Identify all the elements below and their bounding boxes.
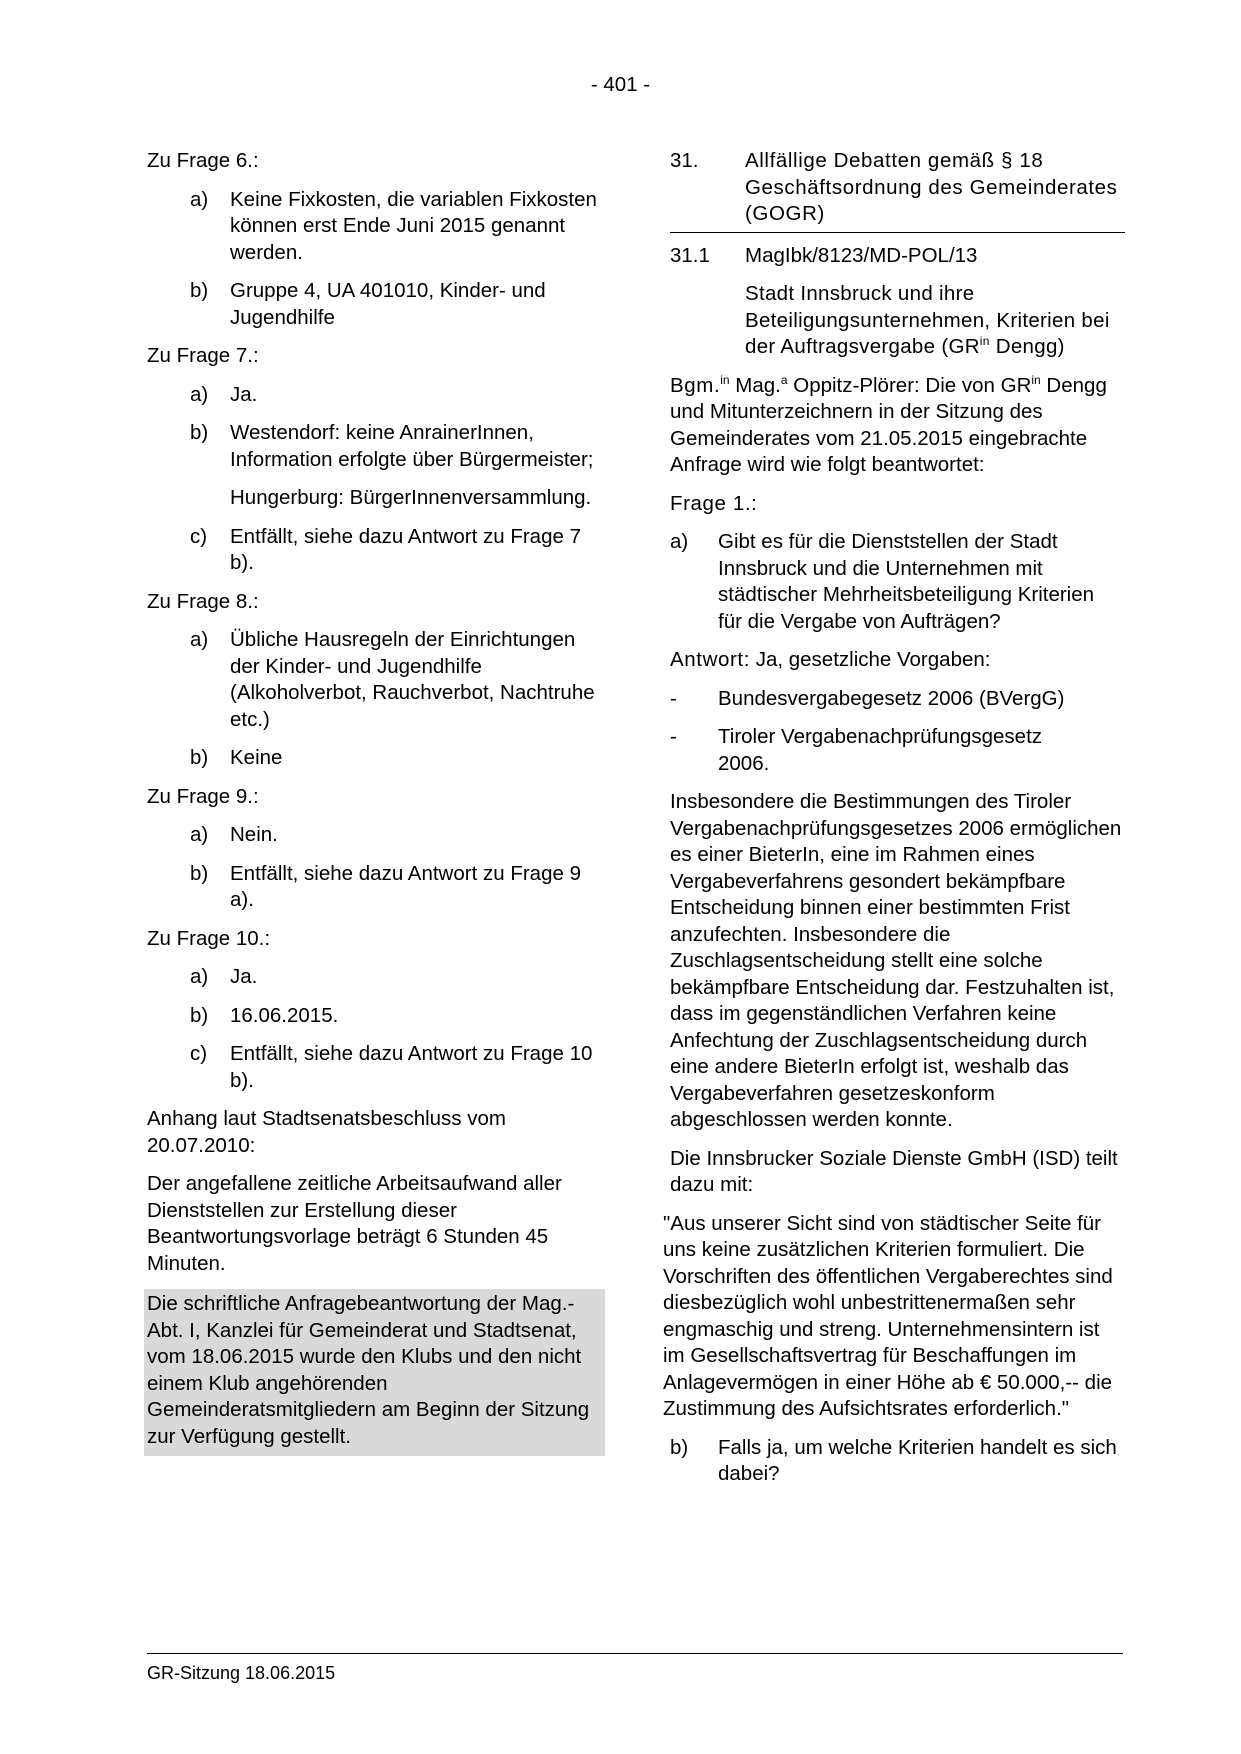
list-item <box>147 382 602 409</box>
item-label: a) <box>190 628 209 651</box>
list-item <box>147 627 602 733</box>
question-8-heading: Zu Frage 8.: <box>147 589 259 613</box>
list-item <box>670 686 1122 713</box>
item-label: a) <box>190 965 209 988</box>
item-label: a) <box>190 187 209 211</box>
item-label: b) <box>670 1435 689 1459</box>
item-label: a) <box>190 382 209 406</box>
antwort-line: Antwort: Ja, gesetzliche Vorgaben: <box>670 648 991 671</box>
item-label: a) <box>670 530 689 553</box>
dash-bullet: - <box>670 725 677 748</box>
agenda-number: 31. <box>670 149 699 172</box>
item-text: Entfällt, siehe dazu Antwort zu Frage 10 b). <box>230 1042 593 1092</box>
item-text: Übliche Hausregeln der Einrichtungen der Kinder- und Jugendhilfe (Alkoholverbot, Rauchverbot, Nachtruhe etc.) <box>230 628 595 731</box>
list-item <box>147 822 602 849</box>
list-item <box>670 1435 1122 1488</box>
item-text: Keine <box>230 746 283 769</box>
item-text: Entfällt, siehe dazu Antwort zu Frage 7 b). <box>230 524 581 574</box>
subitem-heading <box>670 243 1122 270</box>
item-text: Falls ja, um welche Kriterien handelt es sich dabei? <box>718 1435 1117 1485</box>
item-text: Ja. <box>230 382 258 406</box>
item-label: b) <box>190 279 209 302</box>
isd-paragraph: Die Innsbrucker Soziale Dienste GmbH (ISD) teilt dazu mit: <box>670 1146 1118 1196</box>
anhang-paragraph: Anhang laut Stadtsenatsbeschluss vom 20.07.2010: <box>147 1107 506 1157</box>
dash-bullet: - <box>670 686 677 710</box>
item-label: c) <box>190 1042 208 1065</box>
item-label: b) <box>190 746 209 769</box>
list-item <box>147 420 602 473</box>
subitem-number: 31.1 <box>670 243 710 267</box>
item-text: Ja. <box>230 965 258 988</box>
divider <box>670 232 1125 233</box>
quote-paragraph: "Aus unserer Sicht sind von städtischer Seite für uns keine zusätzlichen Kriterien formuliert. Die Vorschriften des öffentlichen Vergaberechtes sind diesbezüglich wohl unbestrittenermaßen sehr engmaschig und streng. Unternehmensintern ist im Gesellschaftsvertrag für Beschaffungen im Anlagevermögen in einer Höhe ab € 50.000,-- die Zustimmung des Aufsichtsrates erforderlich." <box>663 1211 1113 1420</box>
agenda-heading <box>670 148 1122 228</box>
item-label: b) <box>190 1003 209 1027</box>
item-text: Gibt es für die Dienststellen der Stadt Innsbruck und die Unternehmen mit städtischer Mehrheitsbeteiligung Kriterien für die Vergabe von Aufträgen? <box>718 530 1095 633</box>
list-item <box>147 1041 602 1094</box>
item-text: Entfällt, siehe dazu Antwort zu Frage 9 a). <box>230 861 581 911</box>
aufwand-paragraph: Der angefallene zeitliche Arbeitsaufwand aller Dienststellen zur Erstellung dieser Beantwortungsvorlage beträgt 6 Stunden 45 Minuten. <box>147 1172 562 1275</box>
list-item <box>670 724 1122 777</box>
question-7-heading: Zu Frage 7.: <box>147 344 259 367</box>
highlighted-note: Die schriftliche Anfragebeantwortung der Mag.-Abt. I, Kanzlei für Gemeinderat und Stadtsenat, vom 18.06.2015 wurde den Klubs und den nicht einem Klub angehörenden Gemeinderatsmitgliedern am Beginn der Sitzung zur Verfügung gestellt. <box>144 1289 605 1456</box>
item-text: Bundesvergabegesetz 2006 (BVergG) <box>718 686 1065 710</box>
list-item <box>147 964 602 991</box>
item-label: a) <box>190 823 209 846</box>
list-item <box>147 1003 602 1030</box>
frage-1-heading: Frage 1.: <box>670 491 758 515</box>
agenda-title: Allfällige Debatten gemäß § 18 Geschäftsordnung des Gemeinderates (GOGR) <box>745 149 1118 225</box>
list-item <box>147 745 602 772</box>
insbesondere-paragraph: Insbesondere die Bestimmungen des Tiroler Vergabenachprüfungsgesetzes 2006 ermöglichen es einer BieterIn, eine im Rahmen eines Vergabeverfahrens gesondert bekämpfbare Entscheidung binnen einer bestimmten Frist anzufechten. Insbesondere die Zuschlagsentscheidung stellt eine solche bekämpfbare Entscheidung dar. Festzuhalten ist, dass im gegenständlichen Verfahren keine Anfechtung der Zuschlagsentscheidung durch eine andere BieterIn erfolgt ist, weshalb das Vergabeverfahren gesetzeskonform abgeschlossen werden konnte. <box>670 790 1122 1131</box>
intro-paragraph: Bgm.$^{in}$ Mag.$^a$ Oppitz-Plörer: Die von $GR^{in}$ Dengg und Mitunterzeichnern in der Sitzung des Gemeinderates vom 21.05.2015 eingebrachte Anfrage wird wie folgt beantwortet: <box>670 372 1107 476</box>
footer-divider <box>147 1653 1123 1654</box>
list-item <box>147 524 602 577</box>
item-label: b) <box>190 861 209 885</box>
item-continuation: Hungerburg: BürgerInnenversammlung. <box>230 486 592 509</box>
right-column <box>663 148 1122 1500</box>
item-text: Gruppe 4, UA 401010, Kinder- und Jugendhilfe <box>230 279 546 329</box>
item-text: 16.06.2015. <box>230 1003 339 1027</box>
item-text: Keine Fixkosten, die variablen Fixkosten können erst Ende Juni 2015 genannt werden. <box>230 187 597 264</box>
footer-text: GR-Sitzung 18.06.2015 <box>147 1663 336 1683</box>
list-item <box>147 861 602 914</box>
left-column <box>147 148 602 1456</box>
item-label: c) <box>190 524 208 548</box>
item-text: Tiroler Vergabenachprüfungsgesetz 2006. <box>718 725 1043 775</box>
question-6-heading: Zu Frage 6.: <box>147 149 259 172</box>
list-item <box>147 187 602 267</box>
question-10-heading: Zu Frage 10.: <box>147 926 271 950</box>
subitem-reference: MagIbk/8123/MD-POL/13 <box>745 243 978 267</box>
item-text: Nein. <box>230 823 278 846</box>
question-9-heading: Zu Frage 9.: <box>147 784 259 808</box>
item-label: b) <box>190 421 209 444</box>
page-number: - 401 - <box>590 73 651 96</box>
list-item <box>670 529 1122 635</box>
item-text: Westendorf: keine AnrainerInnen, Information erfolgte über Bürgermeister; <box>230 421 594 471</box>
list-item <box>147 278 602 331</box>
subitem-title: Stadt Innsbruck und ihre Beteiligungsunternehmen, Kriterien bei der Auftragsvergabe ($GR^{in}$ Dengg) <box>745 282 1110 358</box>
